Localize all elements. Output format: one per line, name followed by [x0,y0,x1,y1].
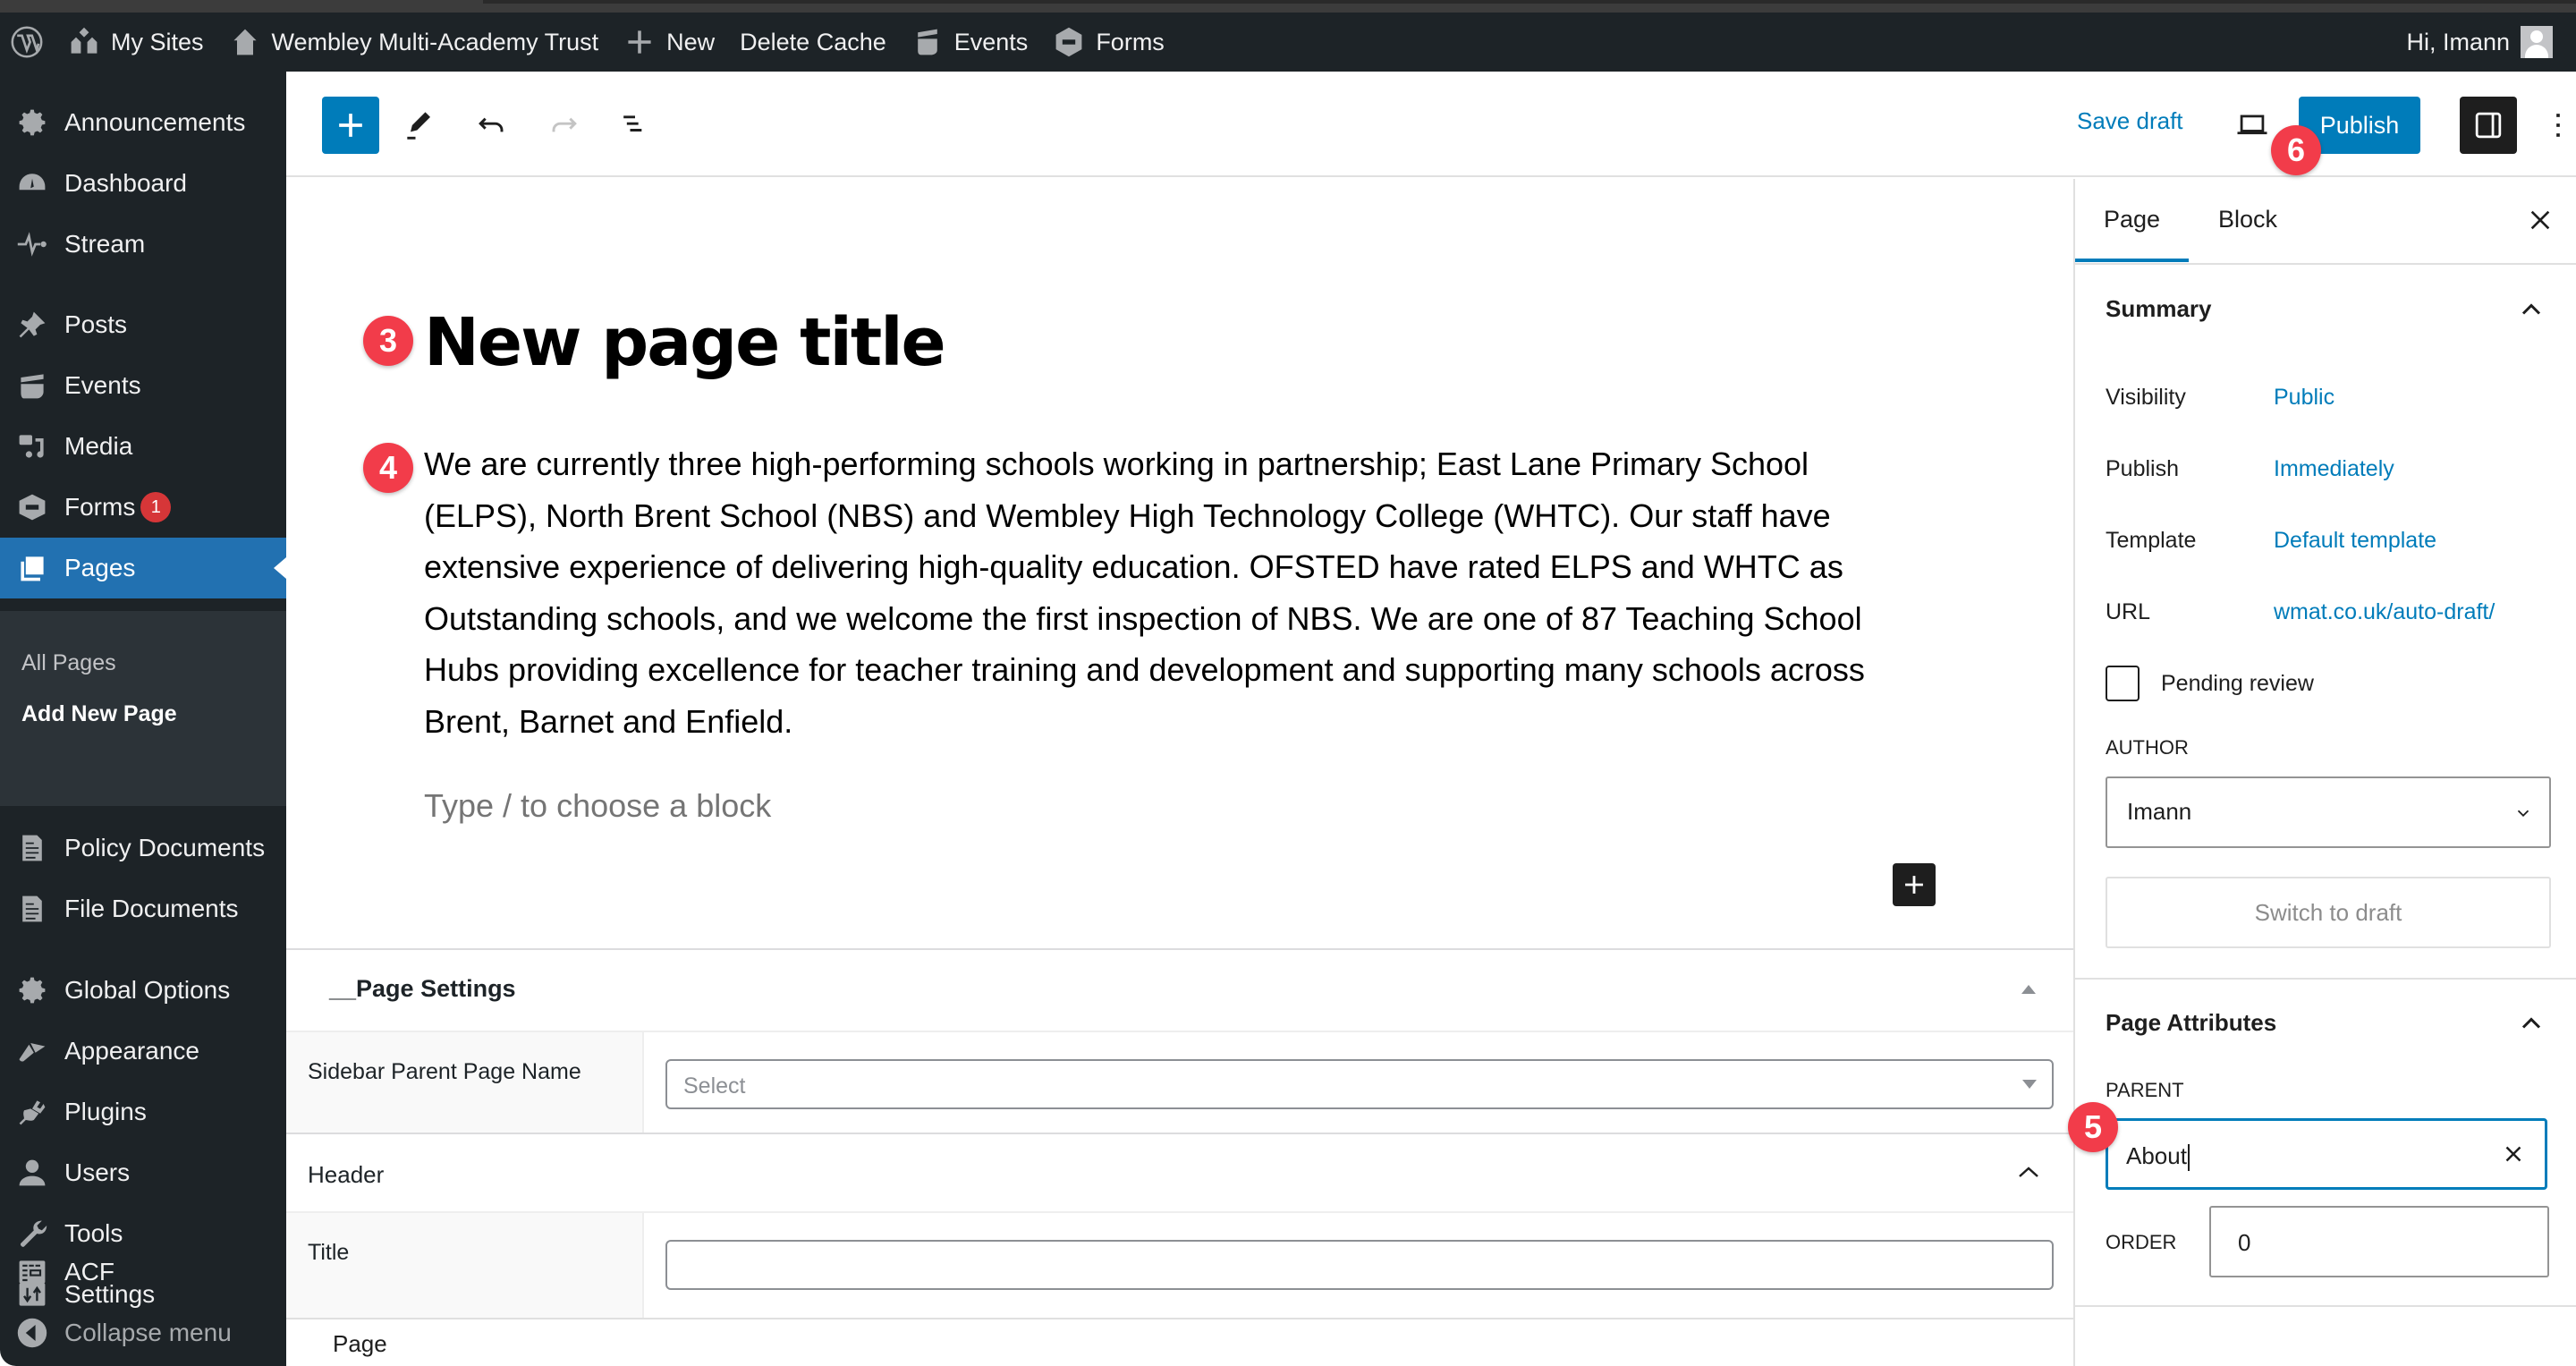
wordpress-logo-button[interactable] [0,13,55,72]
admin-bar-site-name-label: Wembley Multi-Academy Trust [271,28,599,55]
paragraph-block[interactable]: We are currently three high-performing schools working in partnership; East Lane Primary School (ELPS), North Brent School (NBS) and Wembley High Technology College (WHTC). Our staff have extensive experience of delivering high-quality education. OFSTED have rated ELPS and WHTC as Outstanding schools, and we welcome the first inspection of NBS. We are one of 87 Teaching School Hubs providing excellence for teacher training and development and supporting many schools across Brent, Barnet and Enfield. [424,445,1865,740]
panel-divider [2075,1305,2576,1307]
add-block-icon [331,106,370,145]
field-label: Title [286,1213,644,1320]
home-icon [229,26,261,58]
parent-page-combobox[interactable] [2106,1118,2547,1190]
menu-item-global-options[interactable] [0,960,286,1021]
admin-bar-forms[interactable] [1040,13,1177,72]
menu-label: File Documents [64,895,239,922]
acf-icon [14,1254,50,1290]
pencil-icon [401,106,440,145]
editor-header [286,72,2576,177]
field-sidebar-parent-page [286,1031,2073,1133]
collapse-menu-label: Collapse menu [64,1319,232,1346]
tab-block[interactable]: Block [2218,206,2278,233]
menu-item-policy-documents[interactable] [0,818,286,878]
plus-icon [623,26,656,58]
field-label: Sidebar Parent Page Name [286,1032,644,1133]
close-icon[interactable] [2526,206,2555,234]
save-draft-button[interactable]: Save draft [2077,107,2183,134]
header-section [286,1133,2073,1211]
gravity-forms-icon [1053,26,1085,58]
avatar [2521,26,2553,58]
list-view-button[interactable] [606,97,664,154]
publish-date-value[interactable]: Immediately [2274,456,2394,481]
publish-button[interactable]: Publish [2299,97,2420,154]
menu-label: Appearance [64,1037,200,1065]
menu-item-events[interactable] [0,355,286,416]
media-icon [14,428,50,464]
document-icon [14,830,50,866]
chevron-up-icon[interactable] [2515,293,2547,326]
user-icon [14,1155,50,1191]
plugin-icon [14,1094,50,1130]
preview-laptop-icon [2233,106,2272,145]
menu-label: Pages [64,554,136,581]
menu-item-stream[interactable] [0,214,286,275]
admin-bar-new-label: New [666,28,716,55]
menu-item-media[interactable] [0,416,286,477]
pending-review-label: Pending review [2161,671,2314,696]
select-placeholder: Select [683,1073,746,1099]
pulse-icon [14,226,50,262]
browser-strip [0,0,2576,13]
calendar-icon [14,368,50,403]
admin-bar-site-name[interactable] [216,13,612,72]
post-title[interactable]: New page title [424,304,945,381]
wordpress-logo-icon [11,26,43,58]
switch-to-draft-button[interactable]: Switch to draft [2106,877,2551,948]
admin-bar-events-label: Events [953,28,1029,55]
annotation-marker: 6 [2271,125,2321,175]
annotation-marker: 3 [363,316,413,366]
menu-label: Policy Documents [64,834,266,861]
menu-label: Stream [64,230,146,258]
admin-bar-delete-cache-label: Delete Cache [740,28,886,55]
more-vertical-icon [2538,106,2576,145]
pages-icon [14,550,50,586]
menu-item-dashboard[interactable] [0,153,286,214]
menu-label: Media [64,432,133,460]
menu-item-appearance[interactable] [0,1021,286,1082]
menu-label: Settings [64,1280,156,1308]
publish-label: Publish [2106,456,2179,481]
sidebar-parent-page-select[interactable] [665,1059,2054,1109]
page-settings-title: __Page Settings [329,975,516,1002]
clear-icon[interactable] [2500,1141,2527,1167]
author-value: Imann [2127,798,2192,825]
dropdown-triangle-icon [2021,1079,2038,1090]
parent-label: PARENT [2106,1079,2184,1101]
admin-bar-new[interactable] [611,13,727,72]
block-inserter-button[interactable] [322,97,379,154]
menu-label: Events [64,371,141,399]
page-settings-toggle[interactable] [2016,977,2041,1002]
summary-panel-title[interactable]: Summary [2106,295,2212,322]
menu-item-posts[interactable] [0,294,286,355]
menu-label: Forms [64,493,136,521]
template-label: Template [2106,528,2197,553]
chevron-up-icon [2017,1165,2040,1179]
pages-submenu [0,611,286,806]
undo-icon [472,106,512,145]
menu-item-pages[interactable] [0,538,286,598]
admin-bar-my-sites[interactable] [55,13,216,72]
triangle-up-icon [2020,983,2038,996]
admin-bar-forms-label: Forms [1096,28,1165,55]
settings-sidebar [2073,179,2576,1366]
menu-label: Dashboard [64,169,187,197]
header-title-input[interactable] [665,1240,2054,1290]
gear-icon [14,972,50,1008]
admin-bar-events[interactable] [899,13,1041,72]
submenu-all-pages[interactable]: All Pages [21,650,116,675]
dashboard-icon [14,165,50,201]
page-attributes-title[interactable]: Page Attributes [2106,1009,2277,1036]
field-header-title [286,1211,2073,1320]
gear-icon [14,105,50,140]
notification-badge: 1 [140,492,171,522]
menu-item-announcements[interactable] [0,92,286,153]
admin-bar [0,13,2576,72]
menu-label: Users [64,1158,131,1186]
menu-label: Tools [64,1219,123,1247]
options-menu-button[interactable] [2529,97,2576,154]
calendar-icon [911,26,944,58]
annotation-marker: 4 [363,443,413,493]
menu-label: Global Options [64,976,231,1004]
header-section-toggle[interactable] [2016,1159,2041,1184]
url-value[interactable]: wmat.co.uk/auto-draft/ [2274,599,2496,624]
block-breadcrumb-bar [286,1318,2073,1366]
pending-review-checkbox[interactable] [2106,666,2140,701]
plus-icon [1899,870,1929,900]
undo-button[interactable] [463,97,521,154]
url-label: URL [2106,599,2151,624]
submenu-add-new-page[interactable]: Add New Page [21,701,177,726]
gravity-forms-icon [14,489,50,525]
header-section-title: Header [308,1161,385,1188]
pushpin-icon [14,307,50,343]
menu-label: ACF [64,1258,114,1285]
list-view-icon [615,106,655,145]
meta-boxes [286,948,2073,1319]
panel-divider [2075,978,2576,980]
collapse-menu-button[interactable] [0,1302,286,1363]
menu-item-forms[interactable] [0,477,286,538]
tab-page[interactable]: Page [2104,206,2161,233]
admin-bar-my-sites-label: My Sites [111,28,204,55]
collapse-arrow-icon [14,1315,50,1351]
menu-item-file-documents[interactable] [0,878,286,939]
editor-canvas [286,179,2073,948]
browser-tab-edge [483,0,2576,4]
text-caret [2188,1144,2190,1171]
menu-item-plugins[interactable] [0,1082,286,1142]
menu-label: Announcements [64,108,246,136]
redo-button[interactable] [535,97,592,154]
my-sites-icon [68,26,100,58]
document-icon [14,891,50,927]
chevron-down-icon [2513,803,2533,823]
template-value[interactable]: Default template [2274,528,2437,553]
my-account[interactable] [2406,26,2576,58]
order-label: ORDER [2106,1231,2177,1253]
author-label: AUTHOR [2106,736,2189,759]
order-input[interactable]: 0 [2209,1206,2549,1277]
redo-icon [544,106,583,145]
paintbrush-icon [14,1033,50,1069]
sidebar-toggle-icon [2469,106,2508,145]
menu-label: Posts [64,310,128,338]
chevron-up-icon[interactable] [2515,1007,2547,1039]
menu-label: Plugins [64,1098,147,1125]
annotation-marker: 5 [2068,1102,2118,1152]
greeting: Hi, Imann [2406,28,2510,55]
settings-toggle-button[interactable] [2460,97,2517,154]
inline-add-block-button[interactable] [1893,863,1936,906]
admin-bar-delete-cache[interactable] [727,13,899,72]
block-appender-placeholder[interactable]: Type / to choose a block [424,787,772,824]
sidebar-tabs [2075,179,2576,265]
visibility-label: Visibility [2106,385,2186,410]
breadcrumb-page[interactable]: Page [333,1330,387,1357]
menu-item-acf[interactable] [0,1242,286,1302]
author-select[interactable] [2106,776,2551,848]
admin-menu [0,72,286,1366]
parent-value: About [2126,1142,2187,1169]
menu-item-users[interactable] [0,1142,286,1203]
tools-button[interactable] [392,97,449,154]
visibility-value[interactable]: Public [2274,385,2335,410]
